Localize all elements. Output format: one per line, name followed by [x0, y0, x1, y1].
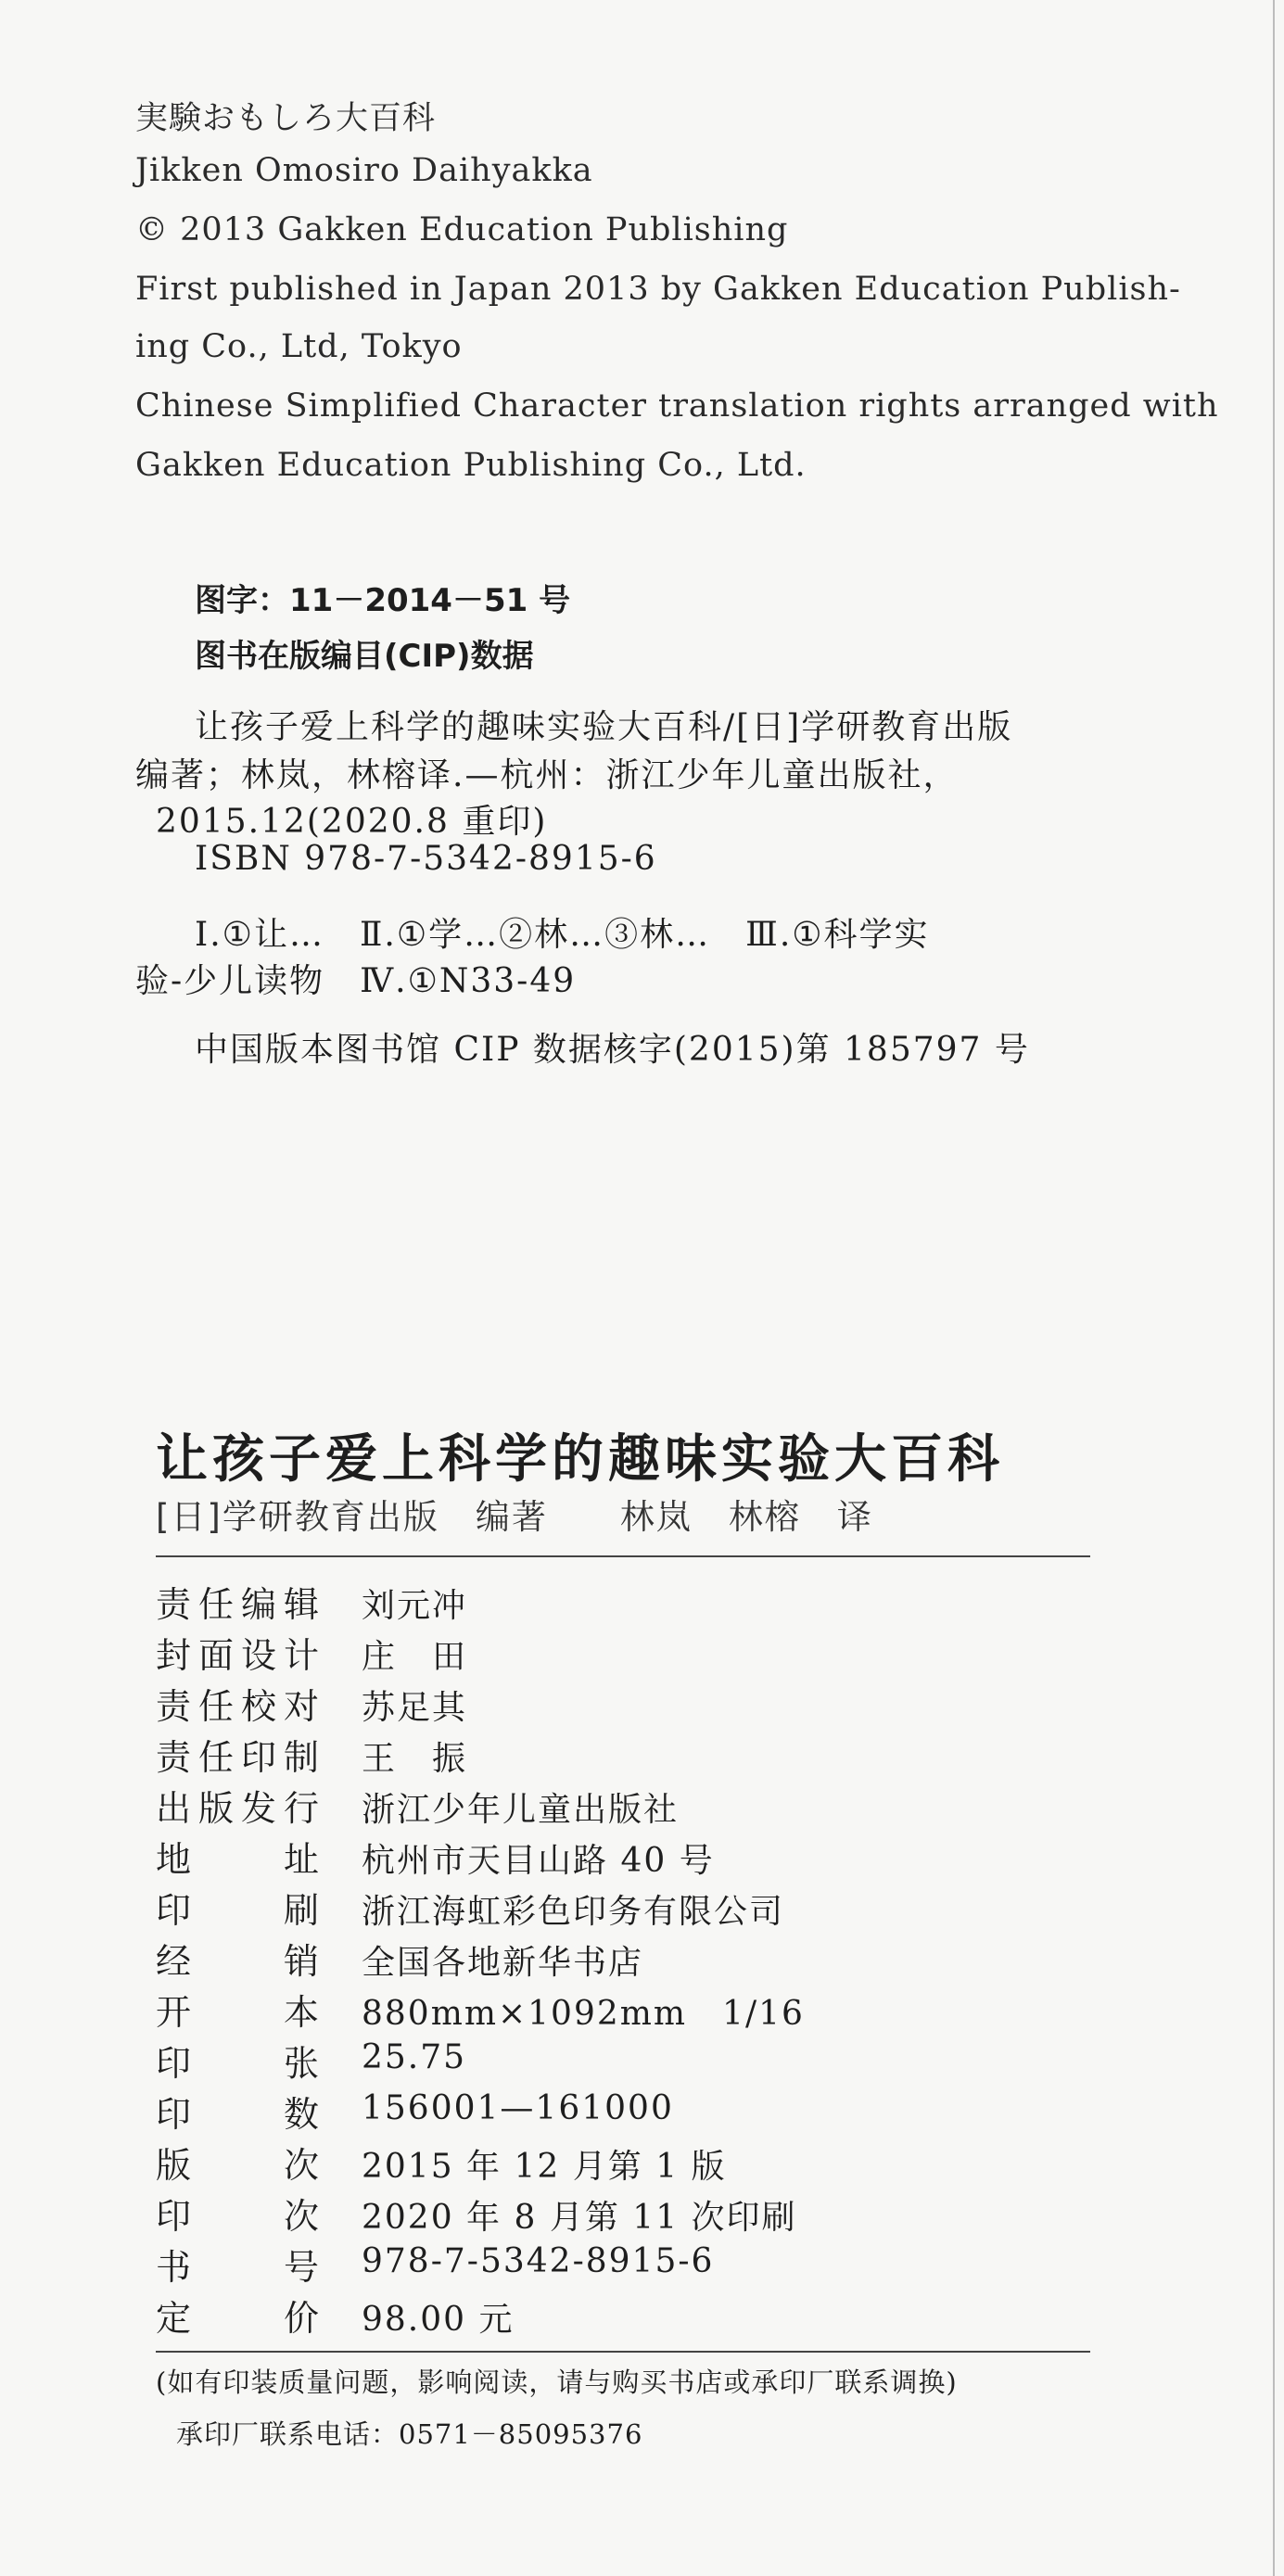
- info-label-spaced: 经 销: [156, 1941, 319, 1982]
- info-value: 25.75: [362, 2038, 467, 2076]
- divider-top: [156, 1555, 1090, 1557]
- info-value: 王 振: [362, 1740, 468, 1778]
- translation-rights-line: Chinese Simplified Character translation rights arranged with: [135, 387, 1219, 425]
- divider-bottom: [156, 2351, 1090, 2353]
- info-value: 98.00 元: [362, 2301, 515, 2339]
- info-value: 刘元冲: [362, 1587, 468, 1625]
- info-label-spaced: 印 刷: [156, 1890, 319, 1931]
- info-label-spaced: 印 次: [156, 2196, 319, 2237]
- info-value: 浙江少年儿童出版社: [362, 1791, 680, 1829]
- original-title-jp: 実験おもしろ大百科: [135, 100, 437, 137]
- info-value: 苏足其: [362, 1689, 468, 1727]
- info-label-spaced: 版 次: [156, 2145, 319, 2186]
- quality-note: (如有印装质量问题，影响阅读，请与购买书店或承印厂联系调换): [156, 2367, 958, 2398]
- info-value: 全国各地新华书店: [362, 1944, 644, 1982]
- book-title: 让孩子爱上科学的趣味实验大百科: [156, 1429, 1004, 1490]
- book-authors: [日]学研教育出版 编著 林岚 林榕 译: [156, 1497, 873, 1537]
- cip-line: 编著；林岚，林榕译.—杭州：浙江少年儿童出版社，: [135, 756, 959, 794]
- cip-line: 2015.12(2020.8 重印): [156, 803, 548, 841]
- original-title-romaji: Jikken Omosiro Daihyakka: [135, 152, 593, 189]
- info-label-spaced: 印 张: [156, 2043, 319, 2084]
- info-label-spaced: 印 数: [156, 2094, 319, 2135]
- info-value: 156001—161000: [362, 2089, 674, 2127]
- info-value: 杭州市天目山路 40 号: [362, 1842, 715, 1880]
- cip-isbn: ISBN 978-7-5342-8915-6: [195, 840, 657, 878]
- info-value: 2015 年 12 月第 1 版: [362, 2148, 727, 2186]
- copyright-line: © 2013 Gakken Education Publishing: [135, 211, 789, 248]
- cip-record-number: 中国版本图书馆 CIP 数据核字(2015)第 185797 号: [195, 1031, 1030, 1069]
- info-label-spaced: 书 号: [156, 2247, 319, 2288]
- info-label: 责 任 校 对: [156, 1686, 319, 1727]
- translation-rights-line-cont: Gakken Education Publishing Co., Ltd.: [135, 447, 807, 484]
- info-value: 880mm×1092mm 1/16: [362, 1995, 805, 2033]
- info-label: 封 面 设 计: [156, 1635, 319, 1676]
- info-label-spaced: 地 址: [156, 1839, 319, 1880]
- register-number: 图字：11－2014－51 号: [195, 582, 571, 619]
- cip-classification-cont: 验-少儿读物 Ⅳ.①N33-49: [135, 962, 577, 1000]
- cip-heading: 图书在版编目(CIP)数据: [195, 638, 534, 675]
- info-value: 庄 田: [362, 1638, 468, 1676]
- info-label: 责 任 印 制: [156, 1737, 319, 1778]
- info-label: 出 版 发 行: [156, 1788, 319, 1829]
- page-edge-line: [1273, 0, 1275, 2576]
- first-published-line: First published in Japan 2013 by Gakken Education Publish-: [135, 271, 1181, 308]
- info-value: 2020 年 8 月第 11 次印刷: [362, 2199, 797, 2237]
- info-label-spaced: 定 价: [156, 2298, 319, 2339]
- info-value: 浙江海虹彩色印务有限公司: [362, 1893, 785, 1931]
- printer-phone: 承印厂联系电话：0571－85095376: [176, 2418, 643, 2450]
- cip-classification: Ⅰ.①让… Ⅱ.①学…②林…③林… Ⅲ.①科学实: [195, 916, 930, 954]
- info-value: 978-7-5342-8915-6: [362, 2242, 715, 2280]
- first-published-line-cont: ing Co., Ltd, Tokyo: [135, 328, 463, 365]
- info-label: 责 任 编 辑: [156, 1584, 319, 1625]
- info-label-spaced: 开 本: [156, 1992, 319, 2033]
- cip-line: 让孩子爱上科学的趣味实验大百科/[日]学研教育出版: [195, 708, 1013, 746]
